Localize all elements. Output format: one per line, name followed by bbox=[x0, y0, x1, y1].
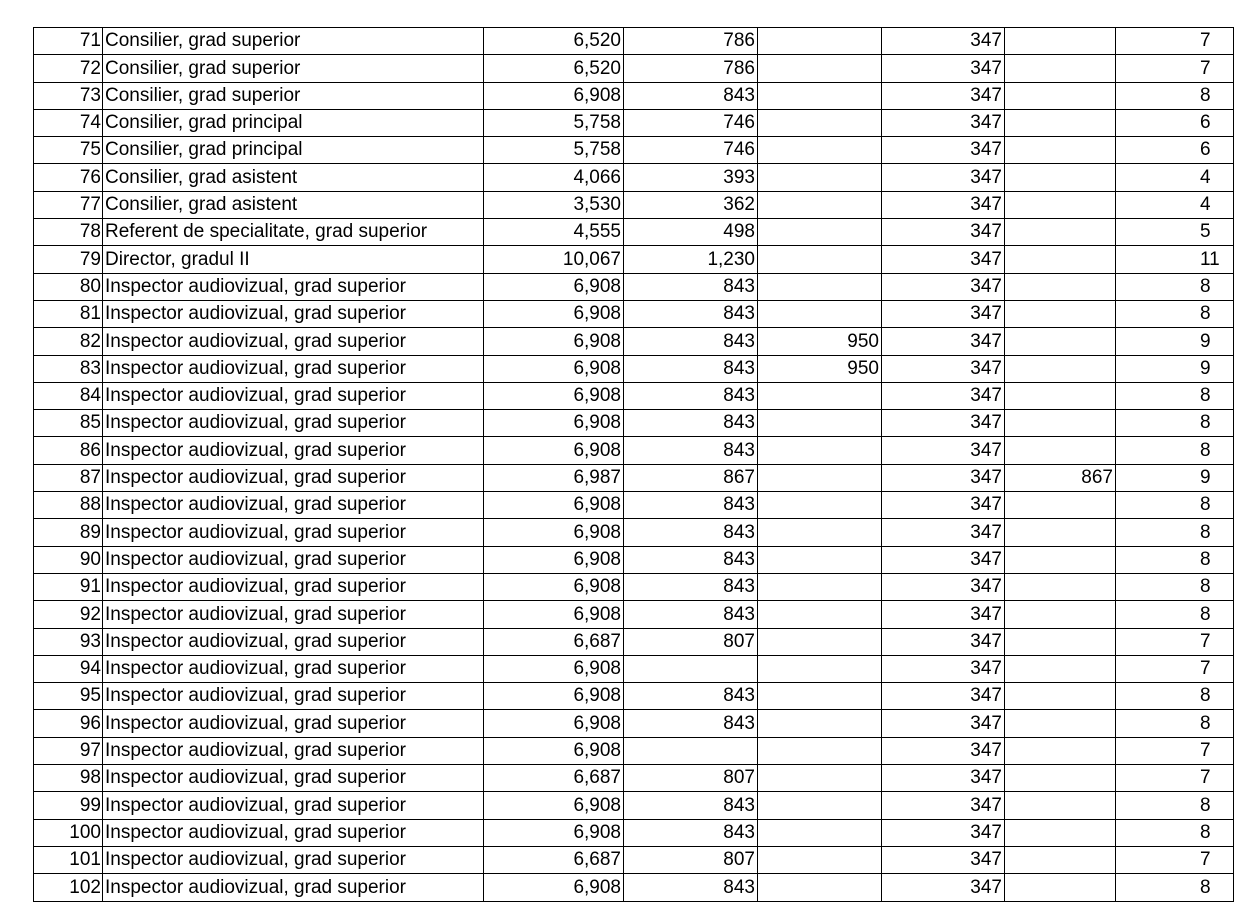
job-title-cell: Director, gradul II bbox=[103, 246, 484, 273]
allowance-cell: 347 bbox=[882, 246, 1005, 273]
increment-cell: 843 bbox=[624, 519, 758, 546]
allowance-cell: 347 bbox=[882, 546, 1005, 573]
job-title-cell: Inspector audiovizual, grad superior bbox=[103, 846, 484, 873]
table-row bbox=[34, 737, 1234, 764]
increment-cell: 807 bbox=[624, 628, 758, 655]
bonus-cell bbox=[758, 55, 882, 82]
base-salary-cell: 5,758 bbox=[484, 137, 624, 164]
job-title-cell: Inspector audiovizual, grad superior bbox=[103, 492, 484, 519]
increment-cell bbox=[624, 737, 758, 764]
bonus-cell bbox=[758, 737, 882, 764]
base-salary-cell: 6,687 bbox=[484, 846, 624, 873]
base-salary-cell: 6,908 bbox=[484, 437, 624, 464]
allowance-cell: 347 bbox=[882, 655, 1005, 682]
job-title-cell: Inspector audiovizual, grad superior bbox=[103, 819, 484, 846]
base-salary-cell: 6,908 bbox=[484, 273, 624, 300]
job-title-cell: Referent de specialitate, grad superior bbox=[103, 219, 484, 246]
row-number-cell: 73 bbox=[34, 82, 103, 109]
allowance-cell: 347 bbox=[882, 464, 1005, 491]
increment-cell: 843 bbox=[624, 710, 758, 737]
allowance-cell: 347 bbox=[882, 28, 1005, 55]
allowance-cell: 347 bbox=[882, 519, 1005, 546]
job-title-cell: Inspector audiovizual, grad superior bbox=[103, 683, 484, 710]
row-number-cell: 77 bbox=[34, 191, 103, 218]
allowance-cell: 347 bbox=[882, 382, 1005, 409]
table-row bbox=[34, 464, 1234, 491]
increment-cell: 843 bbox=[624, 437, 758, 464]
table-row bbox=[34, 519, 1234, 546]
row-number-cell: 81 bbox=[34, 300, 103, 327]
increment-cell: 843 bbox=[624, 492, 758, 519]
extra-cell bbox=[1005, 164, 1116, 191]
allowance-cell: 347 bbox=[882, 164, 1005, 191]
bonus-cell bbox=[758, 874, 882, 901]
total-cell: 8 bbox=[1116, 573, 1234, 600]
increment-cell: 843 bbox=[624, 82, 758, 109]
extra-cell bbox=[1005, 109, 1116, 136]
row-number-cell: 86 bbox=[34, 437, 103, 464]
bonus-cell bbox=[758, 382, 882, 409]
base-salary-cell: 6,908 bbox=[484, 328, 624, 355]
row-number-cell: 79 bbox=[34, 246, 103, 273]
total-cell: 8 bbox=[1116, 683, 1234, 710]
extra-cell bbox=[1005, 519, 1116, 546]
base-salary-cell: 6,908 bbox=[484, 710, 624, 737]
table-row bbox=[34, 109, 1234, 136]
table-row bbox=[34, 492, 1234, 519]
table-row bbox=[34, 765, 1234, 792]
bonus-cell bbox=[758, 300, 882, 327]
extra-cell bbox=[1005, 437, 1116, 464]
base-salary-cell: 6,908 bbox=[484, 382, 624, 409]
base-salary-cell: 6,687 bbox=[484, 628, 624, 655]
table-row bbox=[34, 546, 1234, 573]
allowance-cell: 347 bbox=[882, 355, 1005, 382]
table-row bbox=[34, 219, 1234, 246]
extra-cell bbox=[1005, 546, 1116, 573]
base-salary-cell: 6,908 bbox=[484, 300, 624, 327]
total-cell: 8 bbox=[1116, 819, 1234, 846]
allowance-cell: 347 bbox=[882, 191, 1005, 218]
extra-cell bbox=[1005, 737, 1116, 764]
table-row bbox=[34, 355, 1234, 382]
row-number-cell: 92 bbox=[34, 601, 103, 628]
job-title-cell: Consilier, grad superior bbox=[103, 55, 484, 82]
allowance-cell: 347 bbox=[882, 819, 1005, 846]
salary-table bbox=[33, 27, 1234, 902]
bonus-cell: 950 bbox=[758, 328, 882, 355]
total-cell: 8 bbox=[1116, 519, 1234, 546]
row-number-cell: 94 bbox=[34, 655, 103, 682]
base-salary-cell: 6,908 bbox=[484, 519, 624, 546]
base-salary-cell: 6,908 bbox=[484, 819, 624, 846]
table-row bbox=[34, 28, 1234, 55]
bonus-cell bbox=[758, 437, 882, 464]
bonus-cell bbox=[758, 765, 882, 792]
total-cell: 8 bbox=[1116, 300, 1234, 327]
total-cell: 8 bbox=[1116, 437, 1234, 464]
table-body bbox=[34, 28, 1234, 902]
allowance-cell: 347 bbox=[882, 874, 1005, 901]
increment-cell: 843 bbox=[624, 683, 758, 710]
row-number-cell: 99 bbox=[34, 792, 103, 819]
increment-cell: 807 bbox=[624, 846, 758, 873]
row-number-cell: 96 bbox=[34, 710, 103, 737]
job-title-cell: Inspector audiovizual, grad superior bbox=[103, 328, 484, 355]
table-row bbox=[34, 601, 1234, 628]
total-cell: 6 bbox=[1116, 109, 1234, 136]
job-title-cell: Consilier, grad superior bbox=[103, 28, 484, 55]
row-number-cell: 93 bbox=[34, 628, 103, 655]
bonus-cell bbox=[758, 655, 882, 682]
job-title-cell: Inspector audiovizual, grad superior bbox=[103, 300, 484, 327]
base-salary-cell: 6,987 bbox=[484, 464, 624, 491]
allowance-cell: 347 bbox=[882, 137, 1005, 164]
increment-cell: 786 bbox=[624, 55, 758, 82]
row-number-cell: 90 bbox=[34, 546, 103, 573]
job-title-cell: Consilier, grad asistent bbox=[103, 164, 484, 191]
allowance-cell: 347 bbox=[882, 300, 1005, 327]
base-salary-cell: 6,908 bbox=[484, 792, 624, 819]
bonus-cell bbox=[758, 410, 882, 437]
total-cell: 8 bbox=[1116, 546, 1234, 573]
extra-cell bbox=[1005, 382, 1116, 409]
extra-cell bbox=[1005, 55, 1116, 82]
row-number-cell: 82 bbox=[34, 328, 103, 355]
table-row bbox=[34, 410, 1234, 437]
total-cell: 8 bbox=[1116, 82, 1234, 109]
row-number-cell: 74 bbox=[34, 109, 103, 136]
increment-cell bbox=[624, 655, 758, 682]
allowance-cell: 347 bbox=[882, 492, 1005, 519]
increment-cell: 843 bbox=[624, 300, 758, 327]
increment-cell: 867 bbox=[624, 464, 758, 491]
allowance-cell: 347 bbox=[882, 573, 1005, 600]
bonus-cell bbox=[758, 546, 882, 573]
total-cell: 8 bbox=[1116, 792, 1234, 819]
bonus-cell bbox=[758, 601, 882, 628]
allowance-cell: 347 bbox=[882, 792, 1005, 819]
row-number-cell: 80 bbox=[34, 273, 103, 300]
row-number-cell: 101 bbox=[34, 846, 103, 873]
increment-cell: 843 bbox=[624, 792, 758, 819]
allowance-cell: 347 bbox=[882, 737, 1005, 764]
table-row bbox=[34, 164, 1234, 191]
table-row bbox=[34, 573, 1234, 600]
job-title-cell: Inspector audiovizual, grad superior bbox=[103, 765, 484, 792]
allowance-cell: 347 bbox=[882, 710, 1005, 737]
extra-cell bbox=[1005, 355, 1116, 382]
extra-cell bbox=[1005, 683, 1116, 710]
total-cell: 8 bbox=[1116, 492, 1234, 519]
total-cell: 7 bbox=[1116, 655, 1234, 682]
total-cell: 5 bbox=[1116, 219, 1234, 246]
extra-cell bbox=[1005, 846, 1116, 873]
total-cell: 9 bbox=[1116, 464, 1234, 491]
bonus-cell bbox=[758, 246, 882, 273]
base-salary-cell: 4,066 bbox=[484, 164, 624, 191]
extra-cell bbox=[1005, 710, 1116, 737]
extra-cell bbox=[1005, 246, 1116, 273]
row-number-cell: 97 bbox=[34, 737, 103, 764]
job-title-cell: Inspector audiovizual, grad superior bbox=[103, 437, 484, 464]
total-cell: 11 bbox=[1116, 246, 1234, 273]
base-salary-cell: 4,555 bbox=[484, 219, 624, 246]
table-row bbox=[34, 437, 1234, 464]
allowance-cell: 347 bbox=[882, 846, 1005, 873]
table-row bbox=[34, 846, 1234, 873]
table-row bbox=[34, 300, 1234, 327]
job-title-cell: Inspector audiovizual, grad superior bbox=[103, 382, 484, 409]
job-title-cell: Inspector audiovizual, grad superior bbox=[103, 655, 484, 682]
job-title-cell: Inspector audiovizual, grad superior bbox=[103, 874, 484, 901]
extra-cell bbox=[1005, 410, 1116, 437]
extra-cell bbox=[1005, 191, 1116, 218]
allowance-cell: 347 bbox=[882, 628, 1005, 655]
job-title-cell: Consilier, grad principal bbox=[103, 109, 484, 136]
total-cell: 8 bbox=[1116, 382, 1234, 409]
table-row bbox=[34, 710, 1234, 737]
increment-cell: 362 bbox=[624, 191, 758, 218]
allowance-cell: 347 bbox=[882, 437, 1005, 464]
extra-cell bbox=[1005, 137, 1116, 164]
allowance-cell: 347 bbox=[882, 109, 1005, 136]
base-salary-cell: 6,908 bbox=[484, 683, 624, 710]
total-cell: 7 bbox=[1116, 628, 1234, 655]
increment-cell: 843 bbox=[624, 573, 758, 600]
base-salary-cell: 10,067 bbox=[484, 246, 624, 273]
job-title-cell: Inspector audiovizual, grad superior bbox=[103, 410, 484, 437]
allowance-cell: 347 bbox=[882, 765, 1005, 792]
bonus-cell bbox=[758, 273, 882, 300]
total-cell: 7 bbox=[1116, 846, 1234, 873]
increment-cell: 843 bbox=[624, 601, 758, 628]
total-cell: 8 bbox=[1116, 710, 1234, 737]
row-number-cell: 84 bbox=[34, 382, 103, 409]
bonus-cell bbox=[758, 628, 882, 655]
bonus-cell bbox=[758, 846, 882, 873]
base-salary-cell: 6,520 bbox=[484, 55, 624, 82]
bonus-cell bbox=[758, 710, 882, 737]
row-number-cell: 91 bbox=[34, 573, 103, 600]
job-title-cell: Inspector audiovizual, grad superior bbox=[103, 355, 484, 382]
extra-cell bbox=[1005, 82, 1116, 109]
bonus-cell bbox=[758, 164, 882, 191]
extra-cell bbox=[1005, 655, 1116, 682]
bonus-cell bbox=[758, 464, 882, 491]
total-cell: 9 bbox=[1116, 328, 1234, 355]
row-number-cell: 87 bbox=[34, 464, 103, 491]
allowance-cell: 347 bbox=[882, 55, 1005, 82]
total-cell: 8 bbox=[1116, 874, 1234, 901]
job-title-cell: Inspector audiovizual, grad superior bbox=[103, 273, 484, 300]
increment-cell: 746 bbox=[624, 137, 758, 164]
allowance-cell: 347 bbox=[882, 328, 1005, 355]
increment-cell: 746 bbox=[624, 109, 758, 136]
base-salary-cell: 6,908 bbox=[484, 410, 624, 437]
table-row bbox=[34, 273, 1234, 300]
bonus-cell bbox=[758, 573, 882, 600]
extra-cell: 867 bbox=[1005, 464, 1116, 491]
extra-cell bbox=[1005, 273, 1116, 300]
job-title-cell: Inspector audiovizual, grad superior bbox=[103, 601, 484, 628]
increment-cell: 843 bbox=[624, 382, 758, 409]
job-title-cell: Inspector audiovizual, grad superior bbox=[103, 573, 484, 600]
table-row bbox=[34, 55, 1234, 82]
bonus-cell bbox=[758, 819, 882, 846]
base-salary-cell: 6,908 bbox=[484, 601, 624, 628]
extra-cell bbox=[1005, 28, 1116, 55]
table-row bbox=[34, 328, 1234, 355]
bonus-cell bbox=[758, 82, 882, 109]
table-row bbox=[34, 874, 1234, 901]
bonus-cell bbox=[758, 792, 882, 819]
increment-cell: 843 bbox=[624, 874, 758, 901]
extra-cell bbox=[1005, 219, 1116, 246]
total-cell: 7 bbox=[1116, 737, 1234, 764]
extra-cell bbox=[1005, 628, 1116, 655]
table-row bbox=[34, 137, 1234, 164]
job-title-cell: Inspector audiovizual, grad superior bbox=[103, 737, 484, 764]
table-row bbox=[34, 792, 1234, 819]
extra-cell bbox=[1005, 573, 1116, 600]
row-number-cell: 83 bbox=[34, 355, 103, 382]
row-number-cell: 71 bbox=[34, 28, 103, 55]
row-number-cell: 75 bbox=[34, 137, 103, 164]
increment-cell: 843 bbox=[624, 273, 758, 300]
job-title-cell: Consilier, grad principal bbox=[103, 137, 484, 164]
extra-cell bbox=[1005, 300, 1116, 327]
total-cell: 7 bbox=[1116, 765, 1234, 792]
extra-cell bbox=[1005, 601, 1116, 628]
extra-cell bbox=[1005, 492, 1116, 519]
increment-cell: 393 bbox=[624, 164, 758, 191]
total-cell: 4 bbox=[1116, 164, 1234, 191]
bonus-cell bbox=[758, 219, 882, 246]
extra-cell bbox=[1005, 819, 1116, 846]
total-cell: 8 bbox=[1116, 273, 1234, 300]
total-cell: 6 bbox=[1116, 137, 1234, 164]
bonus-cell: 950 bbox=[758, 355, 882, 382]
allowance-cell: 347 bbox=[882, 273, 1005, 300]
total-cell: 9 bbox=[1116, 355, 1234, 382]
row-number-cell: 76 bbox=[34, 164, 103, 191]
base-salary-cell: 6,908 bbox=[484, 82, 624, 109]
bonus-cell bbox=[758, 137, 882, 164]
table-row bbox=[34, 82, 1234, 109]
increment-cell: 498 bbox=[624, 219, 758, 246]
extra-cell bbox=[1005, 792, 1116, 819]
base-salary-cell: 6,908 bbox=[484, 492, 624, 519]
job-title-cell: Inspector audiovizual, grad superior bbox=[103, 628, 484, 655]
allowance-cell: 347 bbox=[882, 219, 1005, 246]
table-row bbox=[34, 191, 1234, 218]
bonus-cell bbox=[758, 519, 882, 546]
bonus-cell bbox=[758, 28, 882, 55]
base-salary-cell: 6,908 bbox=[484, 355, 624, 382]
row-number-cell: 89 bbox=[34, 519, 103, 546]
extra-cell bbox=[1005, 874, 1116, 901]
job-title-cell: Consilier, grad asistent bbox=[103, 191, 484, 218]
table-row bbox=[34, 655, 1234, 682]
increment-cell: 786 bbox=[624, 28, 758, 55]
row-number-cell: 100 bbox=[34, 819, 103, 846]
table-row bbox=[34, 819, 1234, 846]
allowance-cell: 347 bbox=[882, 410, 1005, 437]
allowance-cell: 347 bbox=[882, 683, 1005, 710]
row-number-cell: 98 bbox=[34, 765, 103, 792]
base-salary-cell: 3,530 bbox=[484, 191, 624, 218]
table-row bbox=[34, 246, 1234, 273]
total-cell: 4 bbox=[1116, 191, 1234, 218]
base-salary-cell: 6,908 bbox=[484, 573, 624, 600]
table-row bbox=[34, 683, 1234, 710]
bonus-cell bbox=[758, 191, 882, 218]
allowance-cell: 347 bbox=[882, 601, 1005, 628]
total-cell: 7 bbox=[1116, 55, 1234, 82]
increment-cell: 843 bbox=[624, 546, 758, 573]
bonus-cell bbox=[758, 109, 882, 136]
row-number-cell: 72 bbox=[34, 55, 103, 82]
total-cell: 8 bbox=[1116, 410, 1234, 437]
job-title-cell: Inspector audiovizual, grad superior bbox=[103, 710, 484, 737]
total-cell: 8 bbox=[1116, 601, 1234, 628]
table-row bbox=[34, 382, 1234, 409]
base-salary-cell: 6,908 bbox=[484, 874, 624, 901]
table-row bbox=[34, 628, 1234, 655]
base-salary-cell: 6,520 bbox=[484, 28, 624, 55]
increment-cell: 843 bbox=[624, 355, 758, 382]
row-number-cell: 95 bbox=[34, 683, 103, 710]
bonus-cell bbox=[758, 492, 882, 519]
increment-cell: 843 bbox=[624, 328, 758, 355]
job-title-cell: Consilier, grad superior bbox=[103, 82, 484, 109]
job-title-cell: Inspector audiovizual, grad superior bbox=[103, 792, 484, 819]
row-number-cell: 85 bbox=[34, 410, 103, 437]
job-title-cell: Inspector audiovizual, grad superior bbox=[103, 464, 484, 491]
base-salary-cell: 6,908 bbox=[484, 546, 624, 573]
bonus-cell bbox=[758, 683, 882, 710]
total-cell: 7 bbox=[1116, 28, 1234, 55]
increment-cell: 807 bbox=[624, 765, 758, 792]
increment-cell: 1,230 bbox=[624, 246, 758, 273]
job-title-cell: Inspector audiovizual, grad superior bbox=[103, 546, 484, 573]
base-salary-cell: 6,908 bbox=[484, 655, 624, 682]
increment-cell: 843 bbox=[624, 410, 758, 437]
base-salary-cell: 5,758 bbox=[484, 109, 624, 136]
extra-cell bbox=[1005, 765, 1116, 792]
row-number-cell: 88 bbox=[34, 492, 103, 519]
allowance-cell: 347 bbox=[882, 82, 1005, 109]
extra-cell bbox=[1005, 328, 1116, 355]
row-number-cell: 102 bbox=[34, 874, 103, 901]
row-number-cell: 78 bbox=[34, 219, 103, 246]
base-salary-cell: 6,908 bbox=[484, 737, 624, 764]
base-salary-cell: 6,687 bbox=[484, 765, 624, 792]
job-title-cell: Inspector audiovizual, grad superior bbox=[103, 519, 484, 546]
increment-cell: 843 bbox=[624, 819, 758, 846]
